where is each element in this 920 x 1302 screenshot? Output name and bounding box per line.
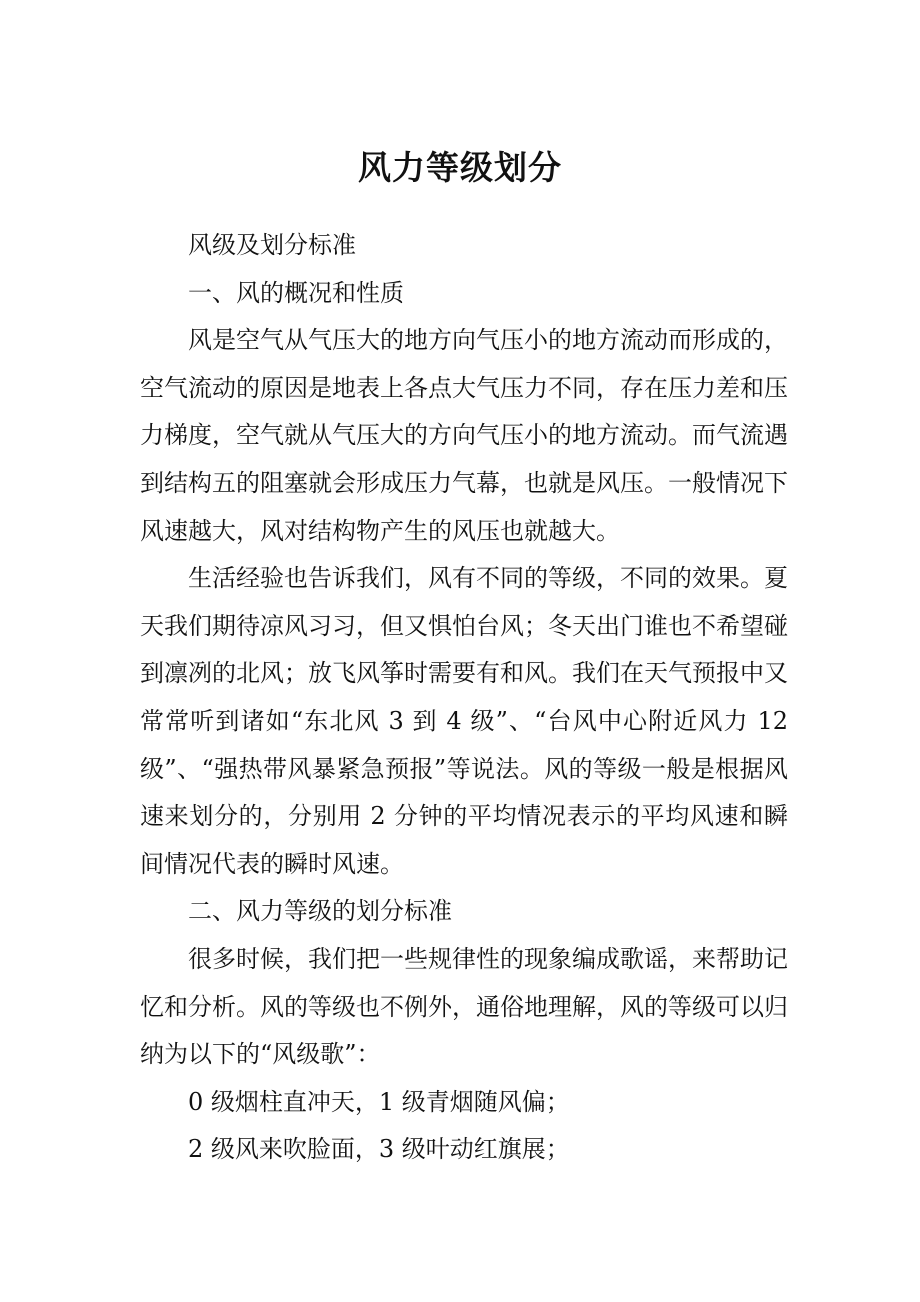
paragraph: 2 级风来吹脸面，3 级叶动红旗展； [188,1135,570,1164]
document-title: 风力等级划分 [358,148,562,187]
paragraph: 二、风力等级的划分标准 [188,897,452,926]
document-body [140,222,788,1174]
paragraph: 风级及划分标准 [188,231,356,259]
paragraph: 生活经验也告诉我们，风有不同的等级，不同的效果。夏天我们期待凉风习习，但又惧怕台风；冬天出门谁也不希望碰到凛冽的北风；放飞风筝时需要有和风。我们在天气预报中又常常听到诸如“东北风 3 到 4 级”、“台风中心附近风力 12 级”、“强热带风暴紧急预报”等说法。风的等级一般是根据风速来划分的，分别用 2 分钟的平均情况表示的平均风速和瞬间情况代表的瞬时风速。 [140,564,788,878]
paragraph: 一、风的概况和性质 [188,278,404,307]
paragraph: 很多时候，我们把一些规律性的现象编成歌谣，来帮助记忆和分析。风的等级也不例外，通俗地理解，风的等级可以归纳为以下的“风级歌”： [140,944,788,1069]
paragraph: 0 级烟柱直冲天，1 级青烟随风偏； [188,1087,570,1116]
paragraph: 风是空气从气压大的地方向气压小的地方流动而形成的，空气流动的原因是地表上各点大气压力不同，存在压力差和压力梯度，空气就从气压大的方向气压小的地方流动。而气流遇到结构五的阻塞就会形成压力气幕，也就是风压。一般情况下风速越大，风对结构物产生的风压也就越大。 [140,326,788,545]
